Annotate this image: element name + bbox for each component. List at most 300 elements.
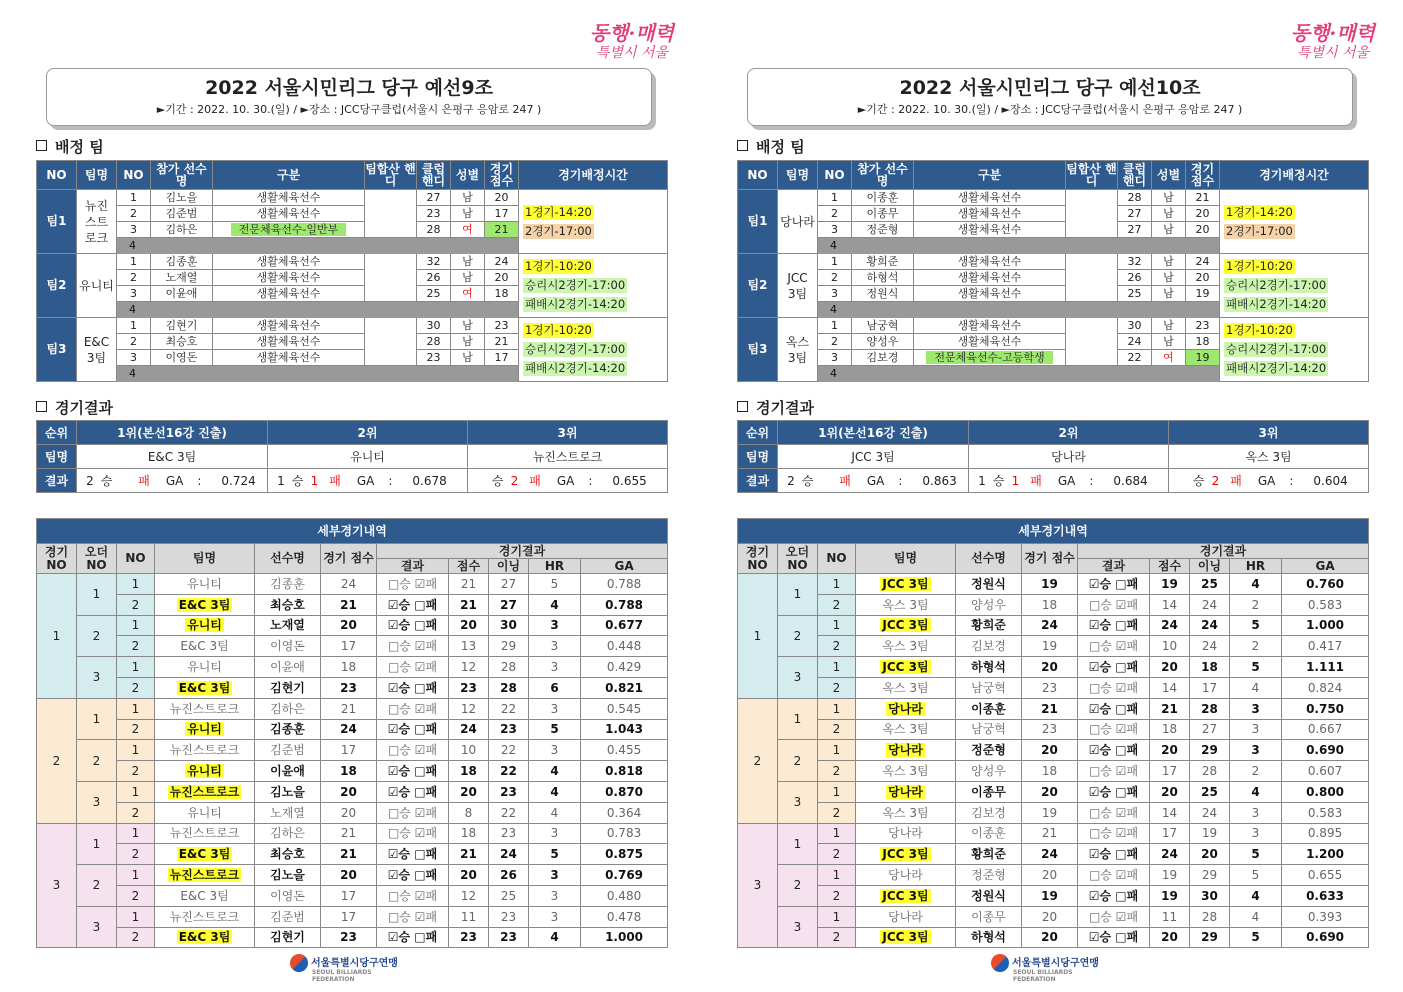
detail-score: 23 — [321, 677, 377, 698]
row-no: 1 — [117, 615, 155, 636]
win-loss-check: □승 ☑패 — [377, 636, 449, 657]
detail-points: 19 — [1150, 574, 1190, 595]
player-type: 생활체육선수 — [213, 334, 365, 350]
win-loss-check: ☑승 □패 — [377, 844, 449, 865]
rank-1-heading: 1위(본선16강 진출) — [778, 421, 969, 445]
player-name: 김하은 — [151, 222, 213, 238]
assign-player-row — [37, 318, 668, 334]
detail-innings: 29 — [489, 636, 529, 657]
detail-player: 정원식 — [956, 885, 1022, 906]
detail-score: 20 — [1022, 906, 1078, 927]
win-loss-check: □승 ☑패 — [1078, 594, 1150, 615]
detail-row — [37, 636, 668, 657]
detail-hr: 3 — [529, 823, 581, 844]
detail-row — [738, 885, 1369, 906]
detail-score: 21 — [321, 594, 377, 615]
detail-points: 10 — [449, 740, 489, 761]
player-name: 황희준 — [852, 254, 914, 270]
assign-table — [737, 160, 1369, 382]
player-gender: 남 — [1152, 286, 1186, 302]
player-type: 생활체육선수 — [914, 270, 1066, 286]
rank-3-heading: 3위 — [468, 421, 668, 445]
ranked-team-record: 1 승 1 패 GA : 0.684 — [969, 469, 1169, 493]
player-name: 이영돈 — [151, 350, 213, 366]
player-name: 김보경 — [852, 350, 914, 366]
detail-hr: 3 — [529, 865, 581, 886]
order-no: 1 — [778, 823, 818, 865]
detail-hr: 3 — [1230, 802, 1282, 823]
detail-team: 당나라 — [856, 781, 956, 802]
detail-ga: 0.633 — [1282, 885, 1369, 906]
detail-innings: 23 — [489, 823, 529, 844]
detail-hr: 5 — [1230, 615, 1282, 636]
schedule-item: 패배시2경기-14:20 — [1226, 297, 1327, 311]
player-type: 생활체육선수 — [914, 334, 1066, 350]
detail-ga: 0.393 — [1282, 906, 1369, 927]
detail-score: 18 — [1022, 594, 1078, 615]
team-name: 유니티 — [77, 254, 117, 318]
detail-score: 21 — [321, 844, 377, 865]
detail-hr: 2 — [1230, 594, 1282, 615]
detail-hr: 3 — [529, 698, 581, 719]
detail-hr: 5 — [529, 574, 581, 595]
detail-ga: 0.875 — [581, 844, 668, 865]
schedule-item: 패배시2경기-14:20 — [1226, 361, 1327, 375]
detail-points: 20 — [449, 781, 489, 802]
player-score: 20 — [1186, 270, 1220, 286]
detail-player: 김준범 — [255, 740, 321, 761]
detail-row — [37, 594, 668, 615]
detail-header-cell: 선수명 — [956, 544, 1022, 574]
win-loss-check: ☑승 □패 — [1078, 781, 1150, 802]
player-no: 3 — [818, 222, 852, 238]
ranking-team-row — [738, 445, 1369, 469]
row-no: 2 — [818, 927, 856, 948]
section-results-heading: 경기결과 — [36, 399, 113, 417]
detail-ga: 0.429 — [581, 657, 668, 678]
win-loss-check: □승 ☑패 — [1078, 906, 1150, 927]
detail-hr: 3 — [529, 657, 581, 678]
player-name: 최승호 — [151, 334, 213, 350]
order-no: 2 — [77, 615, 117, 657]
player-no: 1 — [117, 190, 151, 206]
team-handicap — [1066, 190, 1118, 238]
empty-slot — [417, 238, 519, 254]
detail-team: JCC 3팀 — [856, 927, 956, 948]
assign-header-cell: NO — [37, 161, 77, 190]
league-panel-group10 — [735, 0, 1375, 992]
detail-row — [738, 802, 1369, 823]
detail-header-cell: 이닝 — [489, 559, 529, 574]
player-no: 3 — [117, 286, 151, 302]
club-handicap: 22 — [1118, 350, 1152, 366]
detail-row — [37, 865, 668, 886]
game-schedule — [519, 190, 668, 254]
player-score: 20 — [1186, 222, 1220, 238]
detail-player: 김하은 — [255, 698, 321, 719]
detail-row — [37, 802, 668, 823]
team-handicap-blank — [1066, 366, 1118, 382]
detail-player: 김현기 — [255, 677, 321, 698]
player-type: 생활체육선수 — [914, 318, 1066, 334]
detail-ga: 0.478 — [581, 906, 668, 927]
team-handicap — [365, 254, 417, 302]
detail-table — [737, 518, 1369, 948]
player-gender: 남 — [451, 254, 485, 270]
detail-team: 당나라 — [856, 906, 956, 927]
detail-hr: 5 — [1230, 865, 1282, 886]
ranked-team-record: 1 승 1 패 GA : 0.678 — [268, 469, 468, 493]
detail-heading: 세부경기내역 — [37, 519, 668, 544]
detail-row — [738, 657, 1369, 678]
detail-row — [738, 906, 1369, 927]
team-label: 팀2 — [37, 254, 77, 318]
detail-player: 최승호 — [255, 594, 321, 615]
assign-player-row — [738, 318, 1369, 334]
detail-row — [738, 574, 1369, 595]
club-handicap: 28 — [1118, 190, 1152, 206]
player-gender: 남 — [451, 334, 485, 350]
detail-score: 23 — [321, 927, 377, 948]
player-gender: 여 — [451, 222, 485, 238]
team-label: 팀3 — [37, 318, 77, 382]
detail-score: 19 — [1022, 885, 1078, 906]
page-subtitle: ►기간 : 2022. 10. 30.(일) / ►장소 : JCC당구클럽(서울시 은평구 응암로 247 ) — [156, 103, 542, 116]
detail-points: 18 — [1150, 719, 1190, 740]
detail-hr: 3 — [529, 615, 581, 636]
rank-2-heading: 2위 — [268, 421, 468, 445]
ranking-result-row — [738, 469, 1369, 493]
row-no: 1 — [117, 740, 155, 761]
detail-points: 14 — [1150, 677, 1190, 698]
row-no: 1 — [818, 865, 856, 886]
row-no: 1 — [117, 657, 155, 678]
detail-player: 하형석 — [956, 657, 1022, 678]
player-score: 17 — [485, 350, 519, 366]
detail-header-cell: 팀명 — [155, 544, 255, 574]
detail-innings: 20 — [1190, 844, 1230, 865]
assign-header-cell: 경기 점수 — [1186, 161, 1220, 190]
detail-score: 17 — [321, 906, 377, 927]
detail-score: 23 — [1022, 719, 1078, 740]
team-handicap — [365, 190, 417, 238]
detail-player: 이종무 — [956, 906, 1022, 927]
rank-3-heading: 3위 — [1169, 421, 1369, 445]
player-score: 23 — [485, 318, 519, 334]
detail-innings: 22 — [489, 740, 529, 761]
detail-ga: 0.690 — [1282, 927, 1369, 948]
schedule-item: 1경기-10:20 — [525, 259, 592, 273]
detail-row — [738, 615, 1369, 636]
detail-team: JCC 3팀 — [856, 844, 956, 865]
detail-ga: 0.788 — [581, 594, 668, 615]
player-no: 2 — [818, 334, 852, 350]
detail-ga: 0.895 — [1282, 823, 1369, 844]
win-loss-check: ☑승 □패 — [1078, 698, 1150, 719]
detail-player: 김노을 — [255, 781, 321, 802]
detail-score: 24 — [1022, 615, 1078, 636]
empty-slot — [417, 302, 519, 318]
ranking-table — [737, 420, 1369, 493]
detail-team: 옥스 3팀 — [856, 761, 956, 782]
detail-ga: 0.448 — [581, 636, 668, 657]
row-no: 1 — [818, 615, 856, 636]
assign-header-cell: 팀합산 핸디 — [1066, 162, 1117, 188]
order-no: 3 — [77, 781, 117, 823]
player-score: 24 — [1186, 254, 1220, 270]
row-no: 2 — [818, 844, 856, 865]
detail-innings: 23 — [489, 781, 529, 802]
win-loss-check: □승 ☑패 — [377, 802, 449, 823]
detail-player: 김종훈 — [255, 574, 321, 595]
detail-row — [738, 719, 1369, 740]
win-loss-check: ☑승 □패 — [377, 615, 449, 636]
federation-logo: 서울특별시당구연맹 SEOUL BILLIARDS FEDERATION — [991, 954, 1111, 976]
detail-header-cell: 점수 — [1150, 559, 1190, 574]
game-schedule — [1220, 318, 1369, 382]
detail-player: 황희준 — [956, 615, 1022, 636]
detail-innings: 28 — [489, 657, 529, 678]
club-handicap: 32 — [1118, 254, 1152, 270]
square-bullet-icon — [737, 140, 748, 151]
club-handicap: 32 — [417, 254, 451, 270]
row-no: 1 — [117, 781, 155, 802]
club-handicap: 25 — [1118, 286, 1152, 302]
detail-innings: 28 — [1190, 906, 1230, 927]
detail-header-cell: 결과 — [377, 559, 449, 574]
detail-ga: 0.655 — [1282, 865, 1369, 886]
player-type: 생활체육선수 — [914, 222, 1066, 238]
team-label: 팀2 — [738, 254, 778, 318]
row-no: 2 — [818, 594, 856, 615]
detail-points: 14 — [1150, 594, 1190, 615]
team-label: 팀3 — [738, 318, 778, 382]
detail-player: 이영돈 — [255, 636, 321, 657]
team-name: E&C 3팀 — [77, 318, 117, 382]
detail-player: 김노을 — [255, 865, 321, 886]
detail-ga: 0.783 — [581, 823, 668, 844]
row-no: 1 — [818, 823, 856, 844]
player-score: 19 — [1186, 286, 1220, 302]
player-name: 김현기 — [151, 318, 213, 334]
club-handicap: 28 — [417, 222, 451, 238]
detail-team: 유니티 — [155, 719, 255, 740]
detail-hr: 4 — [1230, 906, 1282, 927]
detail-points: 14 — [1150, 802, 1190, 823]
detail-ga: 1.043 — [581, 719, 668, 740]
rank-label: 순위 — [37, 421, 77, 445]
player-gender: 남 — [451, 190, 485, 206]
player-type: 생활체육선수 — [914, 190, 1066, 206]
ranked-team-name: 당나라 — [969, 445, 1169, 469]
detail-player: 이종무 — [956, 781, 1022, 802]
player-type: 생활체육선수 — [213, 270, 365, 286]
order-no: 1 — [77, 698, 117, 740]
club-handicap: 26 — [1118, 270, 1152, 286]
player-no: 4 — [818, 238, 1066, 254]
win-loss-check: □승 ☑패 — [377, 906, 449, 927]
detail-score: 19 — [1022, 802, 1078, 823]
detail-ga: 0.818 — [581, 761, 668, 782]
schedule-item: 1경기-10:20 — [1226, 323, 1293, 337]
club-handicap: 24 — [1118, 334, 1152, 350]
win-loss-check: ☑승 □패 — [1078, 885, 1150, 906]
assign-header-cell: 참가 선수명 — [151, 161, 213, 190]
row-no: 1 — [117, 698, 155, 719]
row-no: 2 — [117, 677, 155, 698]
team-handicap-blank — [365, 366, 417, 382]
detail-player: 최승호 — [255, 844, 321, 865]
detail-player: 정준형 — [956, 740, 1022, 761]
row-no: 2 — [117, 802, 155, 823]
detail-row — [37, 761, 668, 782]
ranking-table — [36, 420, 668, 493]
detail-innings: 25 — [1190, 781, 1230, 802]
detail-score: 24 — [1022, 844, 1078, 865]
schedule-item: 승리시2경기-17:00 — [525, 278, 626, 292]
win-loss-check: ☑승 □패 — [377, 719, 449, 740]
schedule-item: 승리시2경기-17:00 — [1226, 278, 1327, 292]
schedule-item: 승리시2경기-17:00 — [1226, 342, 1327, 356]
team-name: 당나라 — [778, 190, 818, 254]
detail-ga: 0.583 — [1282, 594, 1369, 615]
detail-hr: 4 — [529, 802, 581, 823]
team-name: 옥스 3팀 — [778, 318, 818, 382]
detail-team: 옥스 3팀 — [856, 802, 956, 823]
detail-ga: 0.870 — [581, 781, 668, 802]
player-gender: 남 — [1152, 190, 1186, 206]
detail-row — [738, 761, 1369, 782]
game-no: 3 — [37, 823, 77, 948]
square-bullet-icon — [36, 140, 47, 151]
schedule-item: 2경기-17:00 — [525, 223, 592, 238]
detail-row — [37, 615, 668, 636]
win-loss-check: ☑승 □패 — [377, 781, 449, 802]
detail-points: 20 — [449, 615, 489, 636]
detail-player: 이영돈 — [255, 885, 321, 906]
detail-score: 20 — [1022, 657, 1078, 678]
detail-team: 당나라 — [856, 740, 956, 761]
detail-row — [738, 594, 1369, 615]
game-no: 2 — [738, 698, 778, 823]
player-type: 생활체육선수 — [213, 318, 365, 334]
row-no: 2 — [818, 761, 856, 782]
player-score: 18 — [1186, 334, 1220, 350]
league-panel-group9 — [34, 0, 674, 992]
detail-team: E&C 3팀 — [155, 927, 255, 948]
assign-header-cell: NO — [117, 161, 151, 190]
detail-player: 김종훈 — [255, 719, 321, 740]
game-no: 1 — [37, 574, 77, 699]
schedule-item: 1경기-10:20 — [525, 323, 592, 337]
detail-points: 24 — [1150, 615, 1190, 636]
row-no: 1 — [818, 574, 856, 595]
assign-header-row — [738, 161, 1369, 190]
detail-innings: 24 — [1190, 594, 1230, 615]
club-handicap: 23 — [417, 206, 451, 222]
schedule-item: 1경기-14:20 — [1226, 204, 1293, 219]
detail-header-cell: 팀명 — [856, 544, 956, 574]
detail-ga: 0.480 — [581, 885, 668, 906]
club-handicap: 30 — [417, 318, 451, 334]
row-no: 2 — [818, 677, 856, 698]
detail-player: 김보경 — [956, 636, 1022, 657]
assign-player-row — [738, 190, 1369, 206]
win-loss-check: □승 ☑패 — [377, 823, 449, 844]
detail-points: 24 — [1150, 844, 1190, 865]
detail-row — [738, 865, 1369, 886]
empty-slot — [1118, 302, 1220, 318]
assign-player-row — [738, 254, 1369, 270]
player-name: 김준범 — [151, 206, 213, 222]
detail-row — [37, 927, 668, 948]
assign-header-cell: 클럽 핸디 — [1118, 161, 1152, 190]
detail-header-cell: 경기결과 — [1078, 544, 1369, 559]
player-gender: 남 — [1152, 206, 1186, 222]
row-no: 2 — [818, 636, 856, 657]
detail-team: 옥스 3팀 — [856, 719, 956, 740]
federation-emblem-icon — [290, 954, 308, 972]
row-no: 2 — [117, 761, 155, 782]
detail-hr: 2 — [1230, 636, 1282, 657]
detail-innings: 28 — [1190, 761, 1230, 782]
win-loss-check: □승 ☑패 — [1078, 823, 1150, 844]
win-loss-check: □승 ☑패 — [377, 657, 449, 678]
club-handicap: 28 — [417, 334, 451, 350]
square-bullet-icon — [737, 401, 748, 412]
detail-team: E&C 3팀 — [155, 885, 255, 906]
team-label: 팀명 — [738, 445, 778, 469]
detail-points: 19 — [1150, 885, 1190, 906]
detail-hr: 3 — [529, 906, 581, 927]
player-type: 생활체육선수 — [213, 350, 365, 366]
order-no: 2 — [77, 740, 117, 782]
detail-row — [37, 719, 668, 740]
detail-ga: 0.545 — [581, 698, 668, 719]
square-bullet-icon — [36, 401, 47, 412]
player-type: 생활체육선수 — [213, 190, 365, 206]
player-score: 23 — [1186, 318, 1220, 334]
page-title: 2022 서울시민리그 당구 예선10조 — [899, 77, 1201, 99]
player-name: 김종훈 — [151, 254, 213, 270]
team-handicap-blank — [365, 238, 417, 254]
row-no: 2 — [818, 802, 856, 823]
win-loss-check: ☑승 □패 — [1078, 615, 1150, 636]
row-no: 1 — [818, 781, 856, 802]
win-loss-check: ☑승 □패 — [377, 927, 449, 948]
player-type: 생활체육선수 — [213, 286, 365, 302]
detail-player: 정준형 — [956, 865, 1022, 886]
detail-row — [37, 677, 668, 698]
detail-team: E&C 3팀 — [155, 844, 255, 865]
rank-1-heading: 1위(본선16강 진출) — [77, 421, 268, 445]
detail-player: 노재열 — [255, 802, 321, 823]
detail-team: 당나라 — [856, 698, 956, 719]
assign-header-cell: 팀명 — [77, 161, 117, 190]
detail-hr: 5 — [1230, 927, 1282, 948]
player-no: 4 — [117, 302, 365, 318]
detail-player: 김현기 — [255, 927, 321, 948]
detail-player: 이윤애 — [255, 657, 321, 678]
player-gender: 남 — [451, 318, 485, 334]
detail-ga: 1.000 — [1282, 615, 1369, 636]
detail-team: 당나라 — [856, 823, 956, 844]
player-no: 1 — [818, 190, 852, 206]
player-no: 1 — [117, 318, 151, 334]
detail-points: 21 — [1150, 698, 1190, 719]
detail-ga: 0.788 — [581, 574, 668, 595]
detail-player: 남궁혁 — [956, 677, 1022, 698]
